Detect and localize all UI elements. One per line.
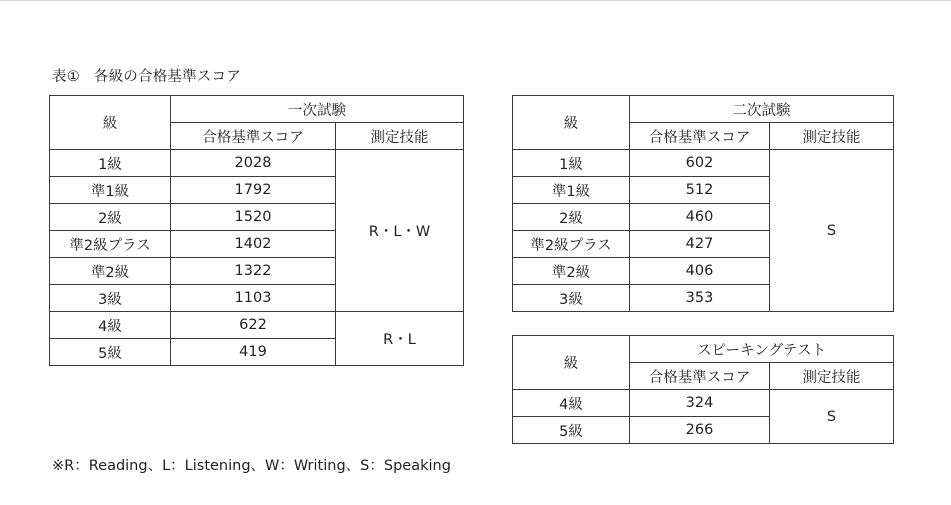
- grade-cell: 4級: [50, 312, 171, 339]
- table-row: [50, 150, 464, 177]
- header-row: [513, 336, 894, 363]
- score-cell: 324: [630, 390, 770, 417]
- grade-header: 級: [50, 96, 171, 150]
- skill-header: 測定技能: [770, 123, 894, 150]
- grade-cell: 準1級: [50, 177, 171, 204]
- table-row: [513, 390, 894, 417]
- score-cell: 406: [630, 258, 770, 285]
- score-cell: 419: [171, 339, 336, 366]
- score-cell: 1792: [171, 177, 336, 204]
- table-row: [50, 312, 464, 339]
- score-header: 合格基準スコア: [630, 363, 770, 390]
- score-cell: 1402: [171, 231, 336, 258]
- score-header: 合格基準スコア: [171, 123, 336, 150]
- score-cell: 427: [630, 231, 770, 258]
- grade-cell: 5級: [50, 339, 171, 366]
- skill-cell: R・L: [336, 312, 464, 366]
- skill-cell: S: [770, 390, 894, 444]
- score-cell: 266: [630, 417, 770, 444]
- table-row: [513, 150, 894, 177]
- score-cell: 460: [630, 204, 770, 231]
- grade-cell: 1級: [513, 150, 630, 177]
- score-cell: 622: [171, 312, 336, 339]
- skill-header: 測定技能: [770, 363, 894, 390]
- grade-cell: 3級: [513, 285, 630, 312]
- skill-header: 測定技能: [336, 123, 464, 150]
- grade-cell: 準2級プラス: [513, 231, 630, 258]
- grade-header: 級: [513, 336, 630, 390]
- speaking-test-header: スピーキングテスト: [630, 336, 894, 363]
- score-cell: 2028: [171, 150, 336, 177]
- skill-cell: R・L・W: [336, 150, 464, 312]
- grade-cell: 1級: [50, 150, 171, 177]
- score-cell: 1103: [171, 285, 336, 312]
- first-exam-header: 一次試験: [171, 96, 464, 123]
- table-caption: [52, 65, 241, 86]
- grade-cell: 5級: [513, 417, 630, 444]
- score-cell: 353: [630, 285, 770, 312]
- grade-cell: 準2級プラス: [50, 231, 171, 258]
- score-cell: 1520: [171, 204, 336, 231]
- caption-title: 各級の合格基準スコア: [93, 69, 241, 85]
- grade-cell: 2級: [513, 204, 630, 231]
- caption-number: 表①: [52, 69, 80, 85]
- score-cell: 512: [630, 177, 770, 204]
- grade-cell: 2級: [50, 204, 171, 231]
- score-cell: 602: [630, 150, 770, 177]
- header-row: [513, 96, 894, 123]
- top-divider: [0, 0, 951, 1]
- grade-cell: 準1級: [513, 177, 630, 204]
- first-exam-table: [49, 95, 464, 366]
- grade-header: 級: [513, 96, 630, 150]
- grade-cell: 準2級: [513, 258, 630, 285]
- grade-cell: 4級: [513, 390, 630, 417]
- footnote: ※R：Reading、L：Listening、W：Writing、S：Speaking: [52, 458, 451, 474]
- header-row: [50, 96, 464, 123]
- speaking-test-table: [512, 335, 894, 444]
- second-exam-header: 二次試験: [630, 96, 894, 123]
- second-exam-table: [512, 95, 894, 312]
- score-cell: 1322: [171, 258, 336, 285]
- grade-cell: 3級: [50, 285, 171, 312]
- score-header: 合格基準スコア: [630, 123, 770, 150]
- skill-cell: S: [770, 150, 894, 312]
- grade-cell: 準2級: [50, 258, 171, 285]
